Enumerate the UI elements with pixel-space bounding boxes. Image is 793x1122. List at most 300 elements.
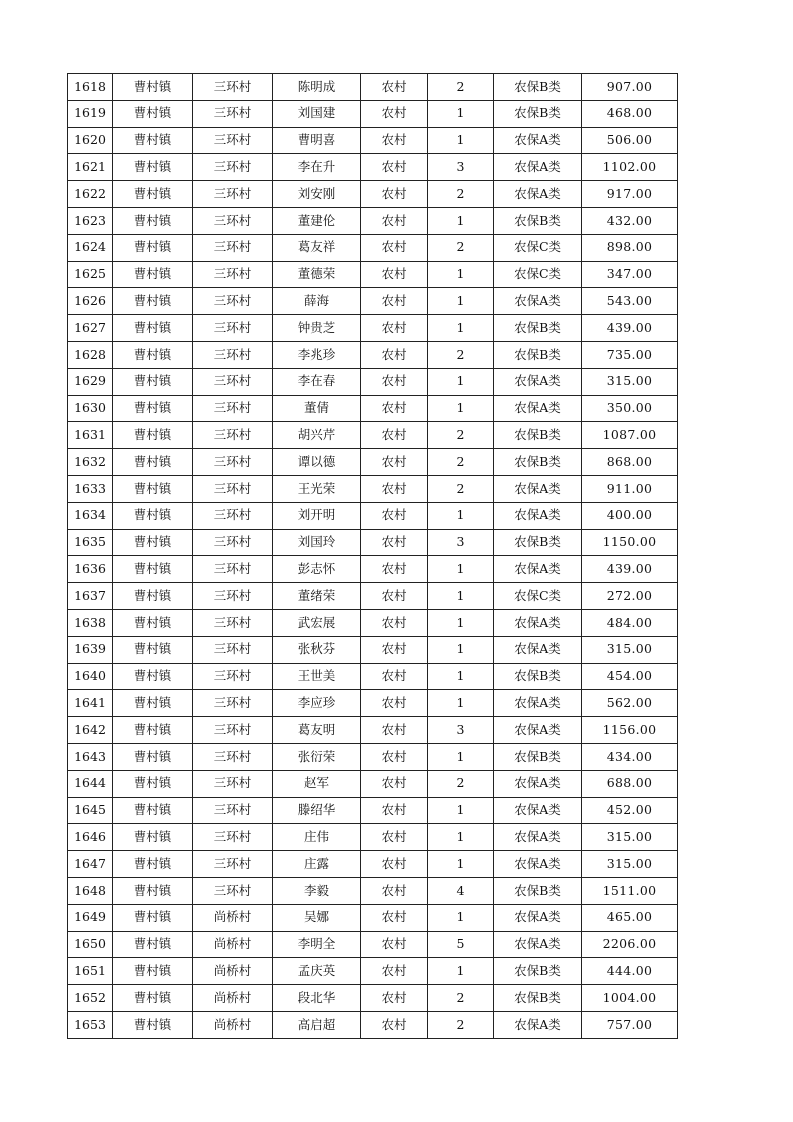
- table-row: [68, 663, 678, 690]
- cell-id: 1641: [68, 690, 113, 717]
- cell-people-count: 3: [428, 154, 494, 181]
- cell-village: 三环村: [193, 609, 273, 636]
- cell-name: 高启超: [273, 1011, 361, 1038]
- cell-name: 董德荣: [273, 261, 361, 288]
- cell-category: 农保C类: [494, 261, 582, 288]
- cell-village: 三环村: [193, 207, 273, 234]
- cell-category: 农保B类: [494, 958, 582, 985]
- cell-name: 董绪荣: [273, 583, 361, 610]
- cell-name: 李兆珍: [273, 341, 361, 368]
- cell-household-type: 农村: [361, 529, 428, 556]
- cell-amount: 543.00: [582, 288, 678, 315]
- cell-people-count: 3: [428, 717, 494, 744]
- cell-amount: 2206.00: [582, 931, 678, 958]
- table-row: [68, 154, 678, 181]
- cell-name: 李明全: [273, 931, 361, 958]
- cell-household-type: 农村: [361, 207, 428, 234]
- cell-category: 农保A类: [494, 154, 582, 181]
- table-row: [68, 797, 678, 824]
- cell-people-count: 1: [428, 851, 494, 878]
- cell-id: 1629: [68, 368, 113, 395]
- cell-amount: 1511.00: [582, 877, 678, 904]
- cell-village: 三环村: [193, 877, 273, 904]
- cell-amount: 506.00: [582, 127, 678, 154]
- cell-town: 曹村镇: [113, 770, 193, 797]
- cell-id: 1642: [68, 717, 113, 744]
- cell-category: 农保A类: [494, 797, 582, 824]
- cell-id: 1648: [68, 877, 113, 904]
- cell-village: 三环村: [193, 770, 273, 797]
- cell-household-type: 农村: [361, 904, 428, 931]
- cell-category: 农保A类: [494, 851, 582, 878]
- cell-id: 1638: [68, 609, 113, 636]
- cell-id: 1622: [68, 181, 113, 208]
- cell-category: 农保B类: [494, 985, 582, 1012]
- cell-name: 刘安刚: [273, 181, 361, 208]
- cell-category: 农保B类: [494, 663, 582, 690]
- cell-household-type: 农村: [361, 234, 428, 261]
- cell-village: 三环村: [193, 315, 273, 342]
- cell-amount: 454.00: [582, 663, 678, 690]
- cell-village: 三环村: [193, 851, 273, 878]
- cell-village: 三环村: [193, 234, 273, 261]
- cell-category: 农保A类: [494, 395, 582, 422]
- cell-people-count: 2: [428, 234, 494, 261]
- cell-category: 农保C类: [494, 583, 582, 610]
- cell-category: 农保A类: [494, 636, 582, 663]
- cell-amount: 688.00: [582, 770, 678, 797]
- cell-people-count: 1: [428, 583, 494, 610]
- cell-category: 农保A类: [494, 502, 582, 529]
- cell-village: 三环村: [193, 717, 273, 744]
- cell-town: 曹村镇: [113, 449, 193, 476]
- cell-name: 王光荣: [273, 475, 361, 502]
- cell-category: 农保A类: [494, 1011, 582, 1038]
- cell-town: 曹村镇: [113, 636, 193, 663]
- cell-town: 曹村镇: [113, 690, 193, 717]
- cell-people-count: 2: [428, 341, 494, 368]
- cell-id: 1632: [68, 449, 113, 476]
- cell-amount: 347.00: [582, 261, 678, 288]
- cell-village: 尚桥村: [193, 1011, 273, 1038]
- cell-amount: 315.00: [582, 636, 678, 663]
- cell-village: 三环村: [193, 422, 273, 449]
- cell-household-type: 农村: [361, 583, 428, 610]
- cell-category: 农保A类: [494, 770, 582, 797]
- cell-id: 1652: [68, 985, 113, 1012]
- cell-name: 李毅: [273, 877, 361, 904]
- cell-village: 三环村: [193, 529, 273, 556]
- cell-id: 1649: [68, 904, 113, 931]
- table-row: [68, 636, 678, 663]
- cell-household-type: 农村: [361, 824, 428, 851]
- cell-town: 曹村镇: [113, 368, 193, 395]
- cell-household-type: 农村: [361, 475, 428, 502]
- cell-name: 刘开明: [273, 502, 361, 529]
- cell-amount: 911.00: [582, 475, 678, 502]
- cell-name: 李在春: [273, 368, 361, 395]
- cell-household-type: 农村: [361, 663, 428, 690]
- cell-id: 1624: [68, 234, 113, 261]
- cell-id: 1633: [68, 475, 113, 502]
- cell-name: 董建伦: [273, 207, 361, 234]
- cell-town: 曹村镇: [113, 100, 193, 127]
- cell-category: 农保A类: [494, 824, 582, 851]
- cell-people-count: 1: [428, 261, 494, 288]
- cell-household-type: 农村: [361, 368, 428, 395]
- cell-name: 武宏展: [273, 609, 361, 636]
- cell-village: 三环村: [193, 583, 273, 610]
- cell-category: 农保A类: [494, 368, 582, 395]
- cell-id: 1653: [68, 1011, 113, 1038]
- cell-household-type: 农村: [361, 395, 428, 422]
- cell-household-type: 农村: [361, 341, 428, 368]
- table-row: [68, 958, 678, 985]
- cell-household-type: 农村: [361, 797, 428, 824]
- cell-id: 1618: [68, 74, 113, 101]
- cell-id: 1650: [68, 931, 113, 958]
- cell-town: 曹村镇: [113, 502, 193, 529]
- cell-people-count: 1: [428, 958, 494, 985]
- cell-amount: 400.00: [582, 502, 678, 529]
- table-row: [68, 395, 678, 422]
- table-row: [68, 74, 678, 101]
- cell-village: 三环村: [193, 395, 273, 422]
- cell-amount: 272.00: [582, 583, 678, 610]
- cell-people-count: 2: [428, 181, 494, 208]
- table-row: [68, 368, 678, 395]
- cell-village: 三环村: [193, 690, 273, 717]
- cell-id: 1643: [68, 743, 113, 770]
- cell-village: 尚桥村: [193, 904, 273, 931]
- cell-amount: 1150.00: [582, 529, 678, 556]
- cell-household-type: 农村: [361, 717, 428, 744]
- cell-people-count: 1: [428, 395, 494, 422]
- cell-village: 三环村: [193, 341, 273, 368]
- cell-id: 1628: [68, 341, 113, 368]
- cell-category: 农保A类: [494, 904, 582, 931]
- cell-id: 1637: [68, 583, 113, 610]
- cell-people-count: 1: [428, 127, 494, 154]
- cell-town: 曹村镇: [113, 74, 193, 101]
- cell-name: 李应珍: [273, 690, 361, 717]
- cell-id: 1634: [68, 502, 113, 529]
- cell-people-count: 1: [428, 663, 494, 690]
- cell-village: 三环村: [193, 797, 273, 824]
- cell-id: 1620: [68, 127, 113, 154]
- cell-category: 农保B类: [494, 341, 582, 368]
- cell-household-type: 农村: [361, 743, 428, 770]
- cell-people-count: 3: [428, 529, 494, 556]
- cell-household-type: 农村: [361, 449, 428, 476]
- cell-category: 农保B类: [494, 449, 582, 476]
- cell-id: 1619: [68, 100, 113, 127]
- cell-town: 曹村镇: [113, 556, 193, 583]
- cell-name: 段北华: [273, 985, 361, 1012]
- cell-amount: 1087.00: [582, 422, 678, 449]
- cell-name: 葛友祥: [273, 234, 361, 261]
- cell-town: 曹村镇: [113, 958, 193, 985]
- cell-household-type: 农村: [361, 154, 428, 181]
- cell-name: 曹明喜: [273, 127, 361, 154]
- cell-town: 曹村镇: [113, 529, 193, 556]
- cell-town: 曹村镇: [113, 583, 193, 610]
- cell-amount: 315.00: [582, 368, 678, 395]
- cell-people-count: 1: [428, 315, 494, 342]
- cell-name: 庄伟: [273, 824, 361, 851]
- cell-category: 农保A类: [494, 556, 582, 583]
- cell-village: 三环村: [193, 475, 273, 502]
- cell-id: 1639: [68, 636, 113, 663]
- cell-household-type: 农村: [361, 609, 428, 636]
- cell-id: 1635: [68, 529, 113, 556]
- cell-village: 三环村: [193, 181, 273, 208]
- cell-category: 农保C类: [494, 234, 582, 261]
- cell-id: 1627: [68, 315, 113, 342]
- data-table: [67, 73, 678, 1039]
- cell-id: 1646: [68, 824, 113, 851]
- cell-household-type: 农村: [361, 74, 428, 101]
- table-row: [68, 985, 678, 1012]
- cell-amount: 432.00: [582, 207, 678, 234]
- cell-village: 三环村: [193, 663, 273, 690]
- cell-people-count: 1: [428, 288, 494, 315]
- cell-id: 1623: [68, 207, 113, 234]
- cell-name: 薛海: [273, 288, 361, 315]
- cell-name: 王世美: [273, 663, 361, 690]
- cell-people-count: 1: [428, 502, 494, 529]
- cell-village: 三环村: [193, 288, 273, 315]
- cell-id: 1630: [68, 395, 113, 422]
- table-row: [68, 261, 678, 288]
- cell-people-count: 1: [428, 743, 494, 770]
- cell-town: 曹村镇: [113, 663, 193, 690]
- table-row: [68, 824, 678, 851]
- cell-town: 曹村镇: [113, 717, 193, 744]
- cell-name: 钟贵芝: [273, 315, 361, 342]
- cell-category: 农保B类: [494, 743, 582, 770]
- cell-amount: 907.00: [582, 74, 678, 101]
- cell-town: 曹村镇: [113, 824, 193, 851]
- cell-village: 三环村: [193, 502, 273, 529]
- cell-household-type: 农村: [361, 877, 428, 904]
- cell-amount: 468.00: [582, 100, 678, 127]
- table-row: [68, 502, 678, 529]
- cell-town: 曹村镇: [113, 181, 193, 208]
- cell-household-type: 农村: [361, 502, 428, 529]
- table-row: [68, 583, 678, 610]
- cell-name: 张秋芬: [273, 636, 361, 663]
- cell-village: 三环村: [193, 127, 273, 154]
- cell-town: 曹村镇: [113, 395, 193, 422]
- cell-household-type: 农村: [361, 770, 428, 797]
- cell-village: 尚桥村: [193, 958, 273, 985]
- cell-town: 曹村镇: [113, 851, 193, 878]
- cell-amount: 917.00: [582, 181, 678, 208]
- cell-amount: 465.00: [582, 904, 678, 931]
- cell-amount: 898.00: [582, 234, 678, 261]
- cell-amount: 1004.00: [582, 985, 678, 1012]
- cell-people-count: 1: [428, 904, 494, 931]
- cell-category: 农保B类: [494, 100, 582, 127]
- table-row: [68, 529, 678, 556]
- cell-amount: 434.00: [582, 743, 678, 770]
- cell-village: 三环村: [193, 74, 273, 101]
- cell-town: 曹村镇: [113, 985, 193, 1012]
- cell-village: 三环村: [193, 368, 273, 395]
- cell-amount: 444.00: [582, 958, 678, 985]
- cell-category: 农保A类: [494, 931, 582, 958]
- cell-people-count: 2: [428, 449, 494, 476]
- cell-id: 1625: [68, 261, 113, 288]
- cell-household-type: 农村: [361, 261, 428, 288]
- cell-people-count: 2: [428, 475, 494, 502]
- cell-people-count: 1: [428, 690, 494, 717]
- cell-name: 葛友明: [273, 717, 361, 744]
- cell-amount: 1102.00: [582, 154, 678, 181]
- cell-name: 董倩: [273, 395, 361, 422]
- table-row: [68, 100, 678, 127]
- cell-category: 农保B类: [494, 422, 582, 449]
- cell-amount: 757.00: [582, 1011, 678, 1038]
- cell-people-count: 1: [428, 556, 494, 583]
- cell-town: 曹村镇: [113, 743, 193, 770]
- cell-amount: 562.00: [582, 690, 678, 717]
- cell-category: 农保B类: [494, 529, 582, 556]
- cell-village: 三环村: [193, 556, 273, 583]
- cell-id: 1636: [68, 556, 113, 583]
- cell-people-count: 1: [428, 797, 494, 824]
- cell-household-type: 农村: [361, 100, 428, 127]
- cell-village: 尚桥村: [193, 985, 273, 1012]
- cell-village: 三环村: [193, 824, 273, 851]
- cell-amount: 315.00: [582, 824, 678, 851]
- cell-household-type: 农村: [361, 851, 428, 878]
- cell-household-type: 农村: [361, 690, 428, 717]
- table-row: [68, 475, 678, 502]
- cell-people-count: 2: [428, 1011, 494, 1038]
- cell-category: 农保B类: [494, 877, 582, 904]
- cell-town: 曹村镇: [113, 877, 193, 904]
- cell-id: 1644: [68, 770, 113, 797]
- table-row: [68, 877, 678, 904]
- table-body: [68, 74, 678, 1039]
- cell-category: 农保A类: [494, 690, 582, 717]
- cell-name: 滕绍华: [273, 797, 361, 824]
- cell-id: 1626: [68, 288, 113, 315]
- cell-amount: 484.00: [582, 609, 678, 636]
- cell-id: 1631: [68, 422, 113, 449]
- cell-household-type: 农村: [361, 127, 428, 154]
- cell-town: 曹村镇: [113, 904, 193, 931]
- cell-name: 谭以德: [273, 449, 361, 476]
- cell-town: 曹村镇: [113, 422, 193, 449]
- cell-village: 三环村: [193, 449, 273, 476]
- cell-town: 曹村镇: [113, 1011, 193, 1038]
- cell-name: 张衍荣: [273, 743, 361, 770]
- table-row: [68, 931, 678, 958]
- cell-people-count: 2: [428, 770, 494, 797]
- cell-category: 农保A类: [494, 181, 582, 208]
- cell-amount: 439.00: [582, 315, 678, 342]
- cell-village: 三环村: [193, 743, 273, 770]
- cell-amount: 315.00: [582, 851, 678, 878]
- cell-name: 庄露: [273, 851, 361, 878]
- table-row: [68, 609, 678, 636]
- table-row: [68, 207, 678, 234]
- cell-amount: 452.00: [582, 797, 678, 824]
- cell-people-count: 2: [428, 74, 494, 101]
- cell-category: 农保B类: [494, 74, 582, 101]
- cell-town: 曹村镇: [113, 261, 193, 288]
- cell-household-type: 农村: [361, 985, 428, 1012]
- cell-name: 赵军: [273, 770, 361, 797]
- cell-household-type: 农村: [361, 1011, 428, 1038]
- table-row: [68, 743, 678, 770]
- cell-amount: 350.00: [582, 395, 678, 422]
- cell-amount: 868.00: [582, 449, 678, 476]
- cell-village: 三环村: [193, 100, 273, 127]
- table-row: [68, 234, 678, 261]
- cell-people-count: 1: [428, 207, 494, 234]
- cell-household-type: 农村: [361, 931, 428, 958]
- cell-village: 三环村: [193, 636, 273, 663]
- table-row: [68, 770, 678, 797]
- cell-id: 1651: [68, 958, 113, 985]
- cell-village: 尚桥村: [193, 931, 273, 958]
- cell-people-count: 1: [428, 368, 494, 395]
- cell-id: 1647: [68, 851, 113, 878]
- cell-town: 曹村镇: [113, 341, 193, 368]
- cell-people-count: 4: [428, 877, 494, 904]
- cell-category: 农保A类: [494, 609, 582, 636]
- cell-amount: 735.00: [582, 341, 678, 368]
- cell-amount: 439.00: [582, 556, 678, 583]
- table-row: [68, 288, 678, 315]
- cell-people-count: 1: [428, 100, 494, 127]
- table-row: [68, 717, 678, 744]
- table-row: [68, 127, 678, 154]
- table-row: [68, 315, 678, 342]
- cell-household-type: 农村: [361, 636, 428, 663]
- cell-name: 李在升: [273, 154, 361, 181]
- cell-town: 曹村镇: [113, 315, 193, 342]
- cell-town: 曹村镇: [113, 127, 193, 154]
- cell-town: 曹村镇: [113, 234, 193, 261]
- cell-category: 农保B类: [494, 207, 582, 234]
- cell-category: 农保A类: [494, 127, 582, 154]
- cell-id: 1640: [68, 663, 113, 690]
- cell-town: 曹村镇: [113, 797, 193, 824]
- cell-people-count: 1: [428, 636, 494, 663]
- cell-category: 农保A类: [494, 717, 582, 744]
- cell-name: 彭志怀: [273, 556, 361, 583]
- cell-town: 曹村镇: [113, 207, 193, 234]
- table-row: [68, 904, 678, 931]
- cell-name: 刘国建: [273, 100, 361, 127]
- cell-id: 1621: [68, 154, 113, 181]
- cell-people-count: 2: [428, 985, 494, 1012]
- cell-category: 农保B类: [494, 315, 582, 342]
- table-row: [68, 690, 678, 717]
- cell-household-type: 农村: [361, 288, 428, 315]
- cell-name: 刘国玲: [273, 529, 361, 556]
- cell-name: 孟庆英: [273, 958, 361, 985]
- cell-household-type: 农村: [361, 958, 428, 985]
- cell-household-type: 农村: [361, 315, 428, 342]
- table-row: [68, 556, 678, 583]
- cell-town: 曹村镇: [113, 288, 193, 315]
